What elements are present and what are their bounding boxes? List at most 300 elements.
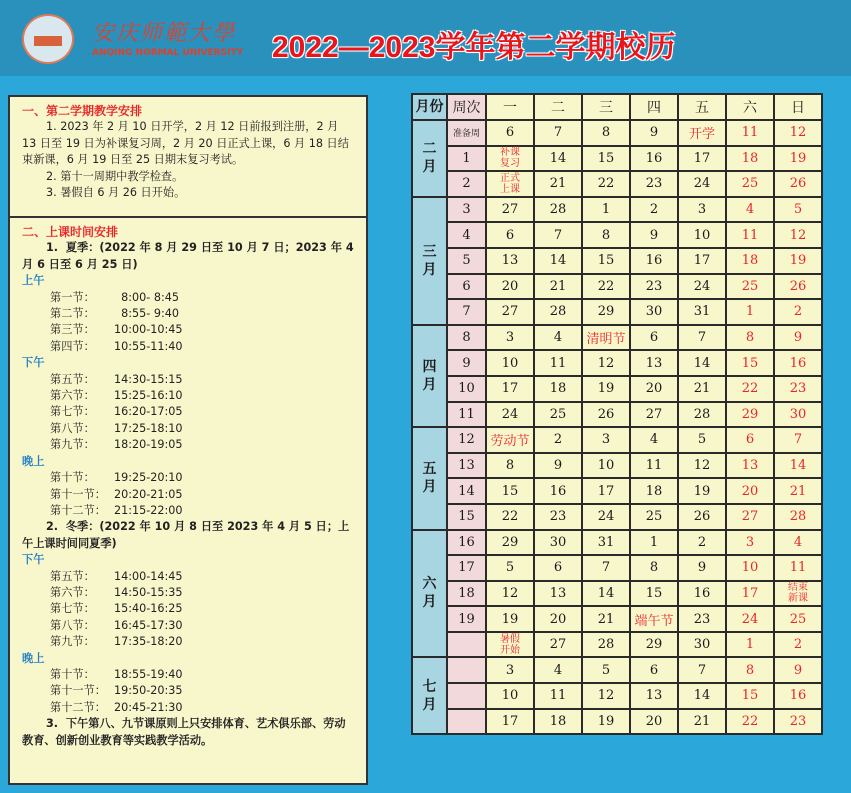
day-cell: 14	[678, 683, 726, 709]
period-time	[22, 618, 354, 634]
day-cell: 25	[726, 274, 774, 300]
day-cell: 4	[726, 197, 774, 223]
table-row	[412, 581, 822, 607]
day-cell: 15	[582, 248, 630, 274]
day-cell: 2	[678, 530, 726, 556]
week-cell: 8	[447, 325, 486, 351]
column-header: 三	[582, 94, 630, 120]
day-cell: 17	[678, 248, 726, 274]
period-range: 10:00-10:45	[114, 323, 183, 337]
period-label: 第八节：	[50, 421, 95, 435]
period-range: 16:45-17:30	[114, 618, 183, 632]
table-row	[412, 683, 822, 709]
day-cell: 3	[486, 657, 534, 683]
period-label: 第七节：	[50, 405, 95, 419]
week-cell: 14	[447, 478, 486, 504]
period-label: 第五节：	[50, 372, 95, 386]
university-logo-icon	[22, 14, 74, 64]
table-row	[412, 657, 822, 683]
day-cell: 16	[630, 146, 678, 172]
table-row	[412, 325, 822, 351]
period-label: 第十一节：	[50, 487, 106, 501]
day-cell: 11	[534, 683, 582, 709]
day-cell: 5	[486, 555, 534, 581]
day-cell: 11	[726, 120, 774, 146]
table-row	[412, 197, 822, 223]
week-cell: 12	[447, 427, 486, 453]
day-cell: 26	[678, 504, 726, 530]
period-time	[22, 404, 354, 420]
period-time	[22, 487, 354, 503]
day-cell: 31	[582, 530, 630, 556]
day-cell: 17	[678, 146, 726, 172]
period-range: 8:55- 9:40	[114, 307, 179, 321]
week-cell: 3	[447, 197, 486, 223]
period-time	[22, 634, 354, 650]
period-label: 第十一节：	[50, 684, 106, 698]
event-cell: 端午节	[630, 606, 678, 632]
event-cell: 清明节	[582, 325, 630, 351]
day-cell: 9	[678, 555, 726, 581]
note-line: 下午	[22, 553, 45, 567]
day-cell: 15	[582, 146, 630, 172]
period-time	[22, 372, 354, 388]
day-cell: 16	[678, 581, 726, 607]
day-cell: 21	[534, 171, 582, 197]
day-cell: 7	[678, 657, 726, 683]
week-cell: 9	[447, 350, 486, 376]
period-time	[22, 470, 354, 486]
table-row	[412, 376, 822, 402]
day-cell: 26	[774, 171, 822, 197]
day-cell: 24	[726, 606, 774, 632]
period-range: 15:25-16:10	[114, 389, 183, 403]
period-time	[22, 683, 354, 699]
day-cell: 13	[630, 683, 678, 709]
day-cell: 27	[726, 504, 774, 530]
table-row	[412, 402, 822, 428]
week-cell	[447, 709, 486, 735]
table-row	[412, 146, 822, 172]
day-cell: 2	[774, 632, 822, 658]
period-range: 16:20-17:05	[114, 405, 183, 419]
day-cell: 22	[582, 171, 630, 197]
column-header: 二	[534, 94, 582, 120]
day-cell: 8	[582, 222, 630, 248]
week-cell: 6	[447, 274, 486, 300]
day-cell: 2	[774, 299, 822, 325]
day-cell: 30	[774, 402, 822, 428]
day-cell: 2	[534, 427, 582, 453]
day-cell: 16	[630, 248, 678, 274]
note-line: 一、第二学期教学安排	[22, 104, 143, 118]
week-cell: 11	[447, 402, 486, 428]
day-cell: 1	[582, 197, 630, 223]
period-time	[22, 437, 354, 453]
day-cell: 16	[774, 683, 822, 709]
notes-panel	[8, 95, 368, 785]
day-cell: 28	[582, 632, 630, 658]
day-cell: 3	[486, 325, 534, 351]
period-range: 14:50-15:35	[114, 585, 183, 599]
day-cell: 13	[630, 350, 678, 376]
day-cell: 13	[534, 581, 582, 607]
table-row	[412, 171, 822, 197]
day-cell: 14	[582, 581, 630, 607]
day-cell: 28	[774, 504, 822, 530]
table-row	[412, 453, 822, 479]
day-cell: 24	[486, 402, 534, 428]
day-cell: 15	[486, 478, 534, 504]
period-label: 第九节：	[50, 635, 95, 649]
day-cell: 26	[774, 274, 822, 300]
day-cell: 6	[534, 555, 582, 581]
day-cell: 23	[774, 376, 822, 402]
period-label: 第十节：	[50, 471, 95, 485]
day-cell: 20	[630, 709, 678, 735]
period-time	[22, 601, 354, 617]
day-cell: 15	[726, 350, 774, 376]
month-cell: 三 月	[412, 197, 447, 325]
note-line: 晚上	[22, 454, 45, 468]
day-cell: 29	[582, 299, 630, 325]
event-cell: 开学	[678, 120, 726, 146]
day-cell: 8	[630, 555, 678, 581]
period-label: 第十二节：	[50, 503, 106, 517]
table-row	[412, 478, 822, 504]
period-range: 14:00-14:45	[114, 569, 183, 583]
day-cell: 20	[726, 478, 774, 504]
period-time	[22, 322, 354, 338]
column-header: 五	[678, 94, 726, 120]
period-time	[22, 388, 354, 404]
day-cell: 30	[630, 299, 678, 325]
table-row	[412, 709, 822, 735]
week-cell	[447, 683, 486, 709]
day-cell: 8	[726, 657, 774, 683]
day-cell: 23	[534, 504, 582, 530]
day-cell: 23	[774, 709, 822, 735]
period-range: 15:40-16:25	[114, 602, 183, 616]
day-cell: 31	[678, 299, 726, 325]
period-time	[22, 290, 354, 306]
day-cell: 19	[582, 376, 630, 402]
day-cell: 28	[534, 197, 582, 223]
period-range: 17:35-18:20	[114, 635, 183, 649]
day-cell: 14	[534, 146, 582, 172]
day-cell: 18	[726, 248, 774, 274]
day-cell: 14	[774, 453, 822, 479]
day-cell: 24	[678, 274, 726, 300]
note-line: 1. 夏季：(2022 年 8 月 29 日至 10 月 7 日；2023 年 4 月 6 日至 6 月 25 日)	[22, 241, 358, 271]
week-cell	[447, 657, 486, 683]
day-cell: 23	[630, 171, 678, 197]
day-cell: 9	[630, 120, 678, 146]
day-cell: 21	[582, 606, 630, 632]
week-cell: 18	[447, 581, 486, 607]
period-range: 19:50-20:35	[114, 684, 183, 698]
day-cell: 21	[534, 274, 582, 300]
day-cell: 12	[582, 683, 630, 709]
period-label: 第一节：	[50, 290, 95, 304]
month-cell: 五 月	[412, 427, 447, 529]
day-cell: 20	[630, 376, 678, 402]
day-cell: 19	[582, 709, 630, 735]
section-teaching-arrangement	[10, 97, 366, 218]
note-line: 2. 第十一周期中教学检查。	[46, 169, 184, 183]
period-time	[22, 585, 354, 601]
column-header: 六	[726, 94, 774, 120]
note-line: 二、上课时间安排	[22, 225, 119, 239]
period-time	[22, 421, 354, 437]
month-cell: 二 月	[412, 120, 447, 197]
table-row	[412, 530, 822, 556]
note-line: 3. 暑假自 6 月 26 日开始。	[46, 186, 186, 200]
table-row	[412, 299, 822, 325]
week-cell: 7	[447, 299, 486, 325]
column-header: 周次	[447, 94, 486, 120]
day-cell: 23	[630, 274, 678, 300]
day-cell: 29	[630, 632, 678, 658]
note-line: 下午	[22, 356, 45, 370]
university-name-cn: 安庆师範大學	[92, 21, 237, 46]
month-cell: 六 月	[412, 530, 447, 658]
day-cell: 25	[726, 171, 774, 197]
day-cell: 30	[678, 632, 726, 658]
period-label: 第七节：	[50, 602, 95, 616]
note-line: 晚上	[22, 651, 45, 665]
day-cell: 2	[630, 197, 678, 223]
day-cell: 17	[486, 709, 534, 735]
table-row	[412, 274, 822, 300]
day-cell: 30	[534, 530, 582, 556]
day-cell: 23	[678, 606, 726, 632]
day-cell: 12	[486, 581, 534, 607]
day-cell: 11	[630, 453, 678, 479]
day-cell: 21	[678, 376, 726, 402]
day-cell: 12	[774, 222, 822, 248]
day-cell: 10	[678, 222, 726, 248]
day-cell: 26	[582, 402, 630, 428]
calendar-table	[411, 93, 823, 735]
period-time	[22, 503, 354, 519]
month-cell: 四 月	[412, 325, 447, 427]
day-cell: 7	[534, 222, 582, 248]
university-name-en: ANQING NORMAL UNIVERSITY	[92, 48, 244, 58]
day-cell: 21	[678, 709, 726, 735]
day-cell: 10	[486, 350, 534, 376]
day-cell: 19	[774, 146, 822, 172]
day-cell: 17	[726, 581, 774, 607]
column-header: 月份	[412, 94, 447, 120]
table-row	[412, 427, 822, 453]
day-cell: 25	[630, 504, 678, 530]
event-cell: 补课 复习	[486, 146, 534, 172]
period-range: 17:25-18:10	[114, 421, 183, 435]
day-cell: 3	[582, 427, 630, 453]
day-cell: 9	[534, 453, 582, 479]
day-cell: 22	[582, 274, 630, 300]
period-label: 第三节：	[50, 323, 95, 337]
day-cell: 24	[678, 171, 726, 197]
header-banner	[0, 0, 851, 76]
week-cell: 2	[447, 171, 486, 197]
day-cell: 8	[582, 120, 630, 146]
day-cell: 17	[486, 376, 534, 402]
day-cell: 11	[534, 350, 582, 376]
note-line: 上午	[22, 274, 45, 288]
day-cell: 7	[678, 325, 726, 351]
note-line: 3. 下午第八、九节课原则上只安排体育、艺术俱乐部、劳动教育、创新创业教育等实践教学活动。	[22, 717, 346, 747]
event-cell: 结束 新课	[774, 581, 822, 607]
day-cell: 1	[726, 299, 774, 325]
day-cell: 8	[486, 453, 534, 479]
period-time	[22, 306, 354, 322]
week-cell: 准备周	[447, 120, 486, 146]
day-cell: 11	[774, 555, 822, 581]
column-header: 日	[774, 94, 822, 120]
day-cell: 9	[774, 325, 822, 351]
period-range: 10:55-11:40	[114, 339, 183, 353]
day-cell: 5	[678, 427, 726, 453]
period-label: 第十二节：	[50, 700, 106, 714]
day-cell: 21	[774, 478, 822, 504]
table-row	[412, 555, 822, 581]
period-label: 第十节：	[50, 667, 95, 681]
table-row	[412, 248, 822, 274]
day-cell: 28	[678, 402, 726, 428]
day-cell: 13	[726, 453, 774, 479]
week-cell: 4	[447, 222, 486, 248]
page-title: 2022—2023学年第二学期校历	[272, 31, 676, 64]
day-cell: 4	[534, 657, 582, 683]
event-cell: 正式 上课	[486, 171, 534, 197]
period-range: 14:30-15:15	[114, 372, 183, 386]
day-cell: 4	[630, 427, 678, 453]
column-header: 一	[486, 94, 534, 120]
day-cell: 3	[678, 197, 726, 223]
period-time	[22, 667, 354, 683]
period-range: 21:15-22:00	[114, 503, 183, 517]
day-cell: 6	[486, 222, 534, 248]
table-row	[412, 606, 822, 632]
note-line: 2. 冬季：(2022 年 10 月 8 日至 2023 年 4 月 5 日；上午上课时间同夏季)	[22, 520, 350, 550]
day-cell: 27	[630, 402, 678, 428]
day-cell: 7	[534, 120, 582, 146]
day-cell: 1	[726, 632, 774, 658]
week-cell: 15	[447, 504, 486, 530]
period-range: 20:45-21:30	[114, 700, 183, 714]
event-cell: 劳动节	[486, 427, 534, 453]
day-cell: 12	[774, 120, 822, 146]
day-cell: 22	[726, 709, 774, 735]
day-cell: 22	[486, 504, 534, 530]
day-cell: 29	[486, 530, 534, 556]
day-cell: 19	[486, 606, 534, 632]
day-cell: 6	[630, 657, 678, 683]
table-row	[412, 504, 822, 530]
period-range: 18:20-19:05	[114, 438, 183, 452]
day-cell: 15	[630, 581, 678, 607]
table-row	[412, 632, 822, 658]
day-cell: 5	[774, 197, 822, 223]
day-cell: 16	[774, 350, 822, 376]
period-range: 19:25-20:10	[114, 471, 183, 485]
day-cell: 27	[486, 299, 534, 325]
day-cell: 7	[774, 427, 822, 453]
column-header: 四	[630, 94, 678, 120]
week-cell: 10	[447, 376, 486, 402]
period-range: 20:20-21:05	[114, 487, 183, 501]
day-cell: 18	[630, 478, 678, 504]
period-label: 第四节：	[50, 339, 95, 353]
table-row	[412, 120, 822, 146]
day-cell: 14	[534, 248, 582, 274]
day-cell: 18	[534, 376, 582, 402]
day-cell: 8	[726, 325, 774, 351]
day-cell: 20	[486, 274, 534, 300]
week-cell	[447, 632, 486, 658]
day-cell: 24	[582, 504, 630, 530]
day-cell: 25	[534, 402, 582, 428]
day-cell: 9	[630, 222, 678, 248]
day-cell: 6	[486, 120, 534, 146]
day-cell: 29	[726, 402, 774, 428]
day-cell: 27	[486, 197, 534, 223]
day-cell: 18	[726, 146, 774, 172]
period-label: 第六节：	[50, 389, 95, 403]
day-cell: 19	[774, 248, 822, 274]
week-cell: 19	[447, 606, 486, 632]
period-label: 第五节：	[50, 569, 95, 583]
day-cell: 11	[726, 222, 774, 248]
period-range: 18:55-19:40	[114, 667, 183, 681]
period-label: 第二节：	[50, 307, 95, 321]
week-cell: 13	[447, 453, 486, 479]
day-cell: 12	[582, 350, 630, 376]
period-time	[22, 569, 354, 585]
week-cell: 5	[447, 248, 486, 274]
section-class-schedule	[10, 218, 366, 749]
day-cell: 17	[582, 478, 630, 504]
day-cell: 20	[534, 606, 582, 632]
week-cell: 16	[447, 530, 486, 556]
day-cell: 19	[678, 478, 726, 504]
day-cell: 28	[534, 299, 582, 325]
day-cell: 3	[726, 530, 774, 556]
period-label: 第九节：	[50, 438, 95, 452]
period-range: 8:00- 8:45	[114, 290, 179, 304]
table-header-row	[412, 94, 822, 120]
day-cell: 12	[678, 453, 726, 479]
period-label: 第六节：	[50, 585, 95, 599]
note-line: 1. 2023 年 2 月 10 日开学，2 月 12 日前报到注册，2 月 13 日至 19 日为补课复习周，2 月 20 日正式上课，6 月 18 日结束新课，6 月 19 日至 25 日期末复习考试。	[22, 120, 349, 167]
day-cell: 1	[630, 530, 678, 556]
period-label: 第八节：	[50, 618, 95, 632]
period-time	[22, 700, 354, 716]
day-cell: 10	[486, 683, 534, 709]
day-cell: 13	[486, 248, 534, 274]
table-row	[412, 350, 822, 376]
day-cell: 5	[582, 657, 630, 683]
day-cell: 10	[726, 555, 774, 581]
week-cell: 1	[447, 146, 486, 172]
day-cell: 15	[726, 683, 774, 709]
day-cell: 7	[582, 555, 630, 581]
month-cell: 七 月	[412, 657, 447, 734]
day-cell: 14	[678, 350, 726, 376]
day-cell: 25	[774, 606, 822, 632]
